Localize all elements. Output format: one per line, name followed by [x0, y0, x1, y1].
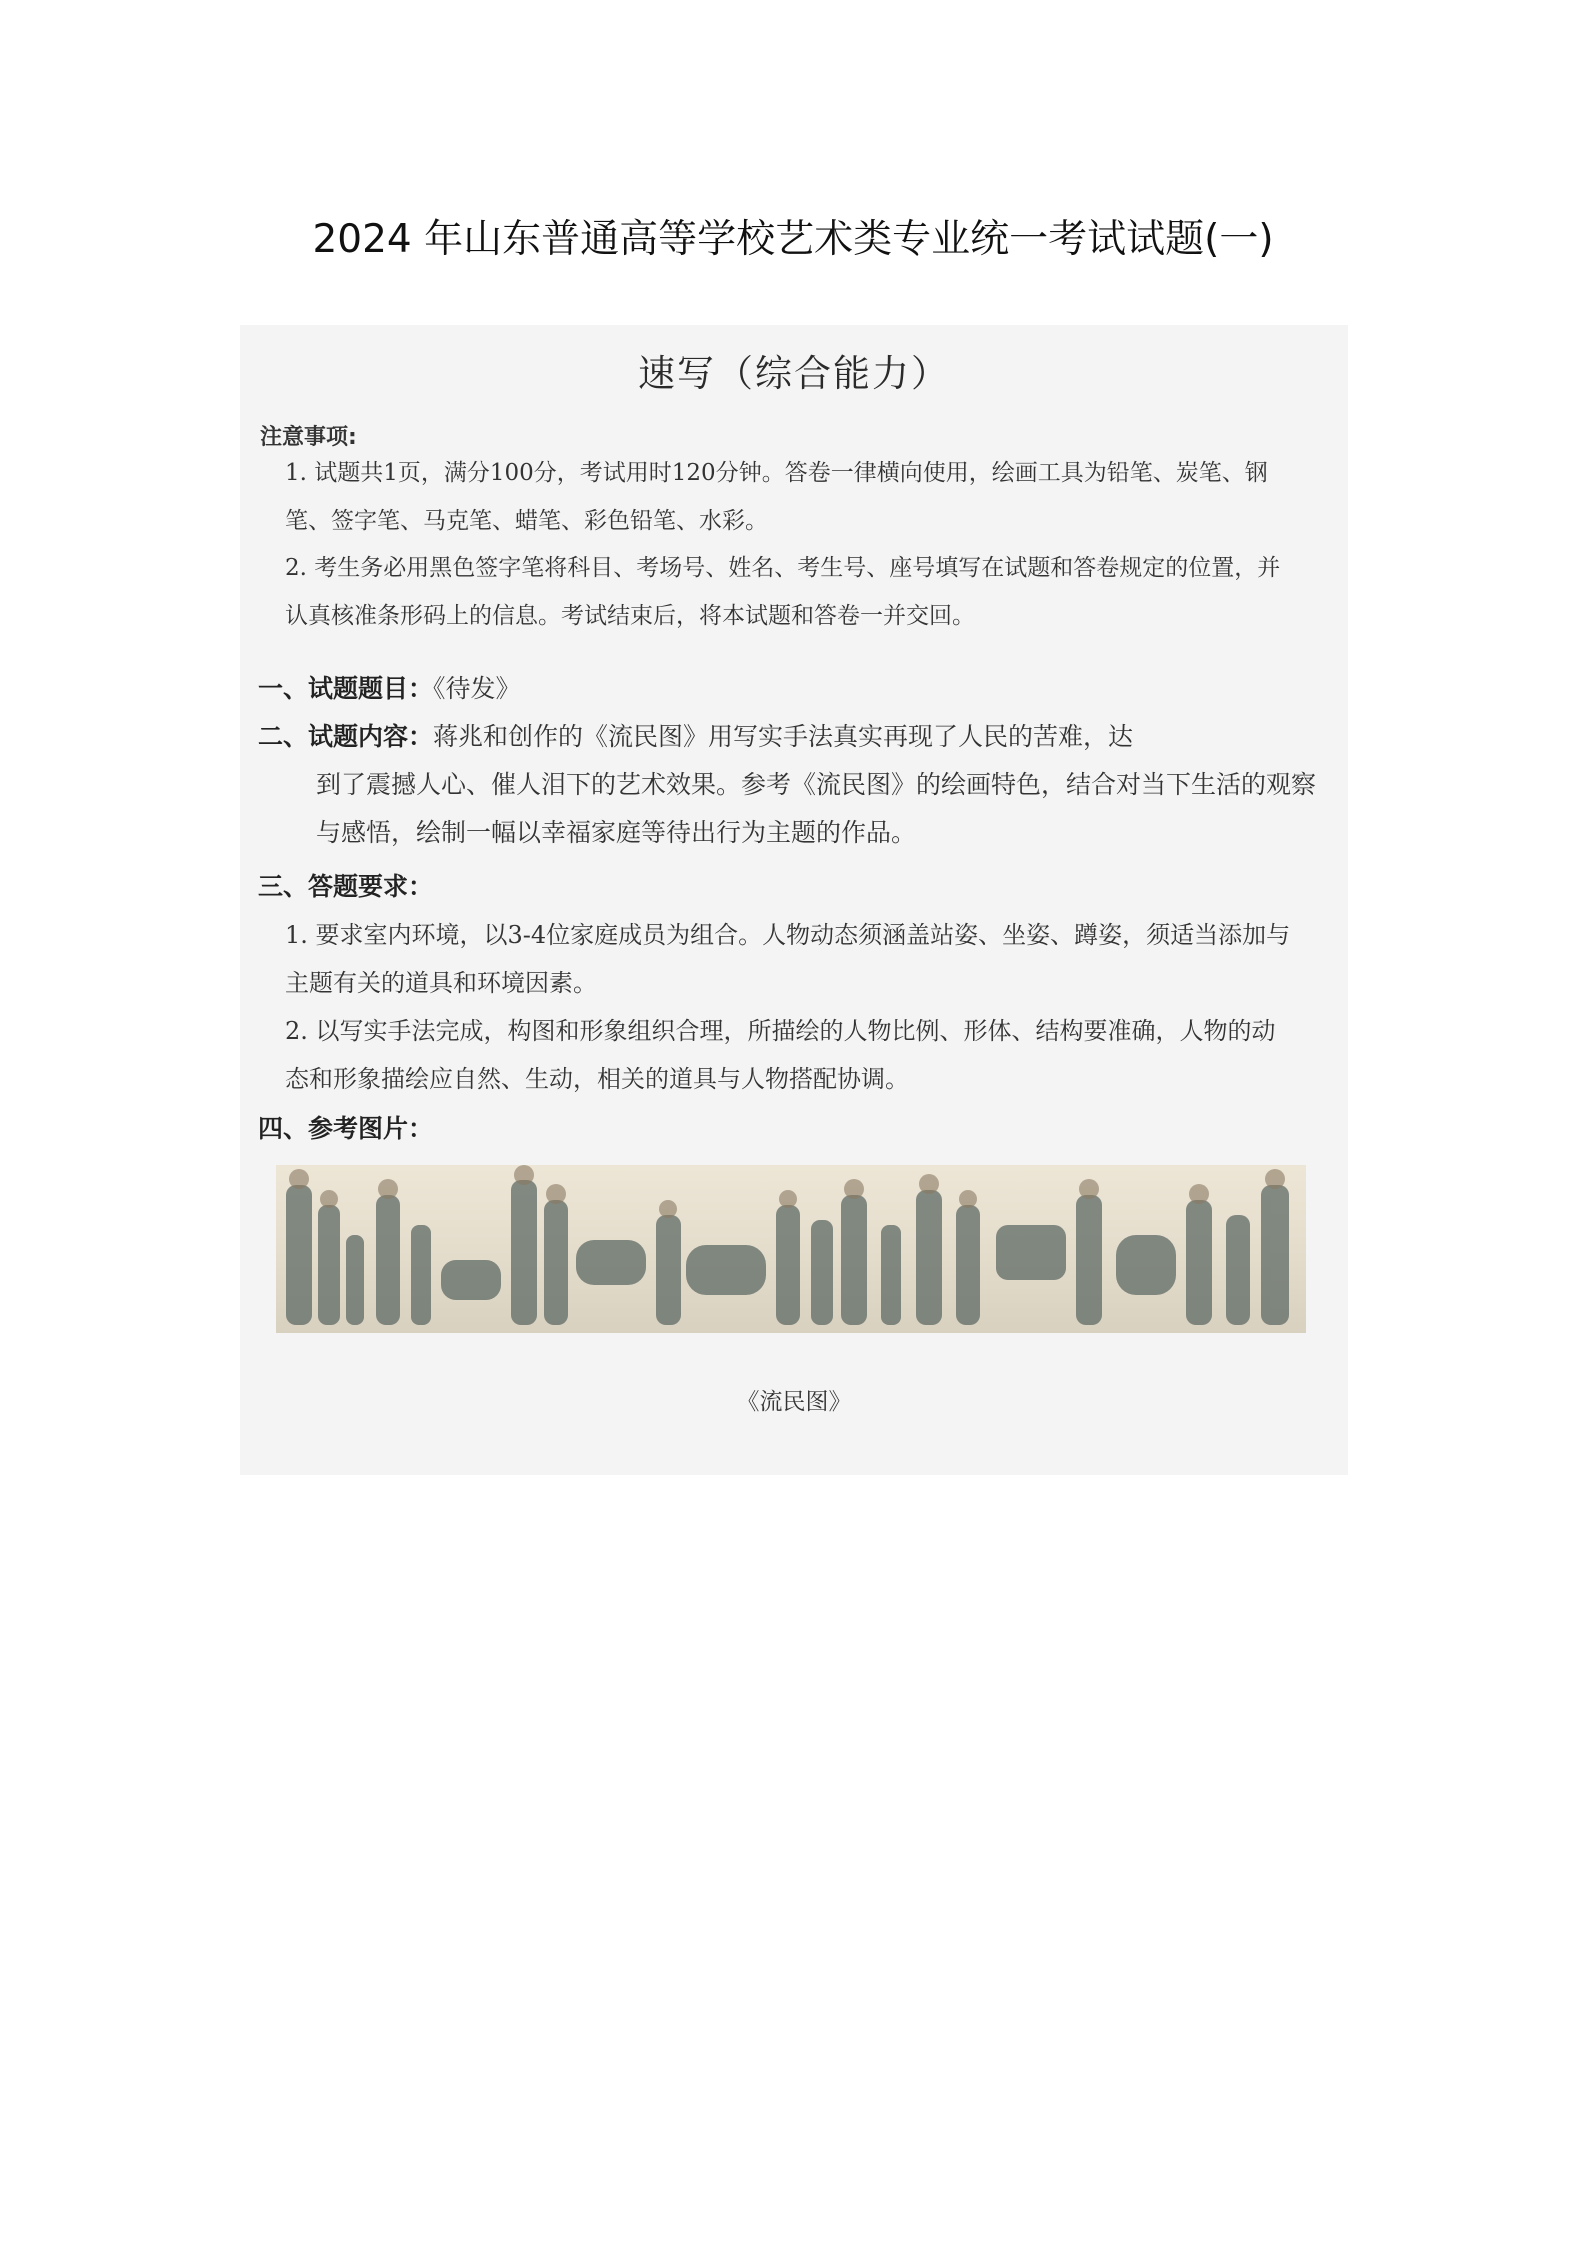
section-topic: [258, 665, 1308, 713]
document-title: 2024 年山东普通高等学校艺术类专业统一考试试题(一): [312, 217, 1274, 262]
requirement-item-1: 1. 要求室内环境，以3-4位家庭成员为组合。人物动态须涵盖站姿、坐姿、蹲姿，须适当添加与主题有关的道具和环境因素。: [285, 921, 1291, 997]
notice-heading: 注意事项:: [260, 425, 357, 450]
section-content-text-rest: 到了震撼人心、催人泪下的艺术效果。参考《流民图》的绘画特色，结合对当下生活的观察与感悟，绘制一幅以幸福家庭等待出行为主题的作品。: [316, 770, 1317, 847]
section-requirements-label: 三、答题要求：: [258, 872, 434, 901]
reference-caption: 《流民图》: [736, 1389, 852, 1415]
sheet-title: 速写（综合能力）: [638, 352, 950, 395]
exam-sheet-scan: [240, 325, 1348, 1475]
reference-painting-image: [276, 1165, 1306, 1333]
painting-figures-illustration: [276, 1165, 1306, 1333]
section-topic-text: 《待发》: [433, 674, 521, 703]
section-requirements-heading: [258, 863, 1308, 911]
section-content-label: 二、试题内容：: [258, 722, 434, 751]
requirement-item-2: 2. 以写实手法完成，构图和形象组织合理，所描绘的人物比例、形体、结构要准确，人物的动态和形象描绘应自然、生动，相关的道具与人物搭配协调。: [285, 1017, 1276, 1093]
notice-item-1: 1. 试题共1页，满分100分，考试用时120分钟。答卷一律横向使用，绘画工具为铅笔、炭笔、钢笔、签字笔、马克笔、蜡笔、彩色铅笔、水彩。: [285, 460, 1268, 534]
section-topic-label: 一、试题题目：: [258, 674, 434, 703]
notice-item-2: 2. 考生务必用黑色签字笔将科目、考场号、姓名、考生号、座号填写在试题和答卷规定的位置，并认真核准条形码上的信息。考试结束后，将本试题和答卷一并交回。: [285, 555, 1281, 629]
section-content: [258, 713, 1308, 761]
section-reference-label: 四、参考图片：: [258, 1114, 434, 1143]
section-reference-heading: [258, 1105, 1308, 1153]
section-content-text-first: 蒋兆和创作的《流民图》用写实手法真实再现了人民的苦难，达: [433, 722, 1134, 751]
